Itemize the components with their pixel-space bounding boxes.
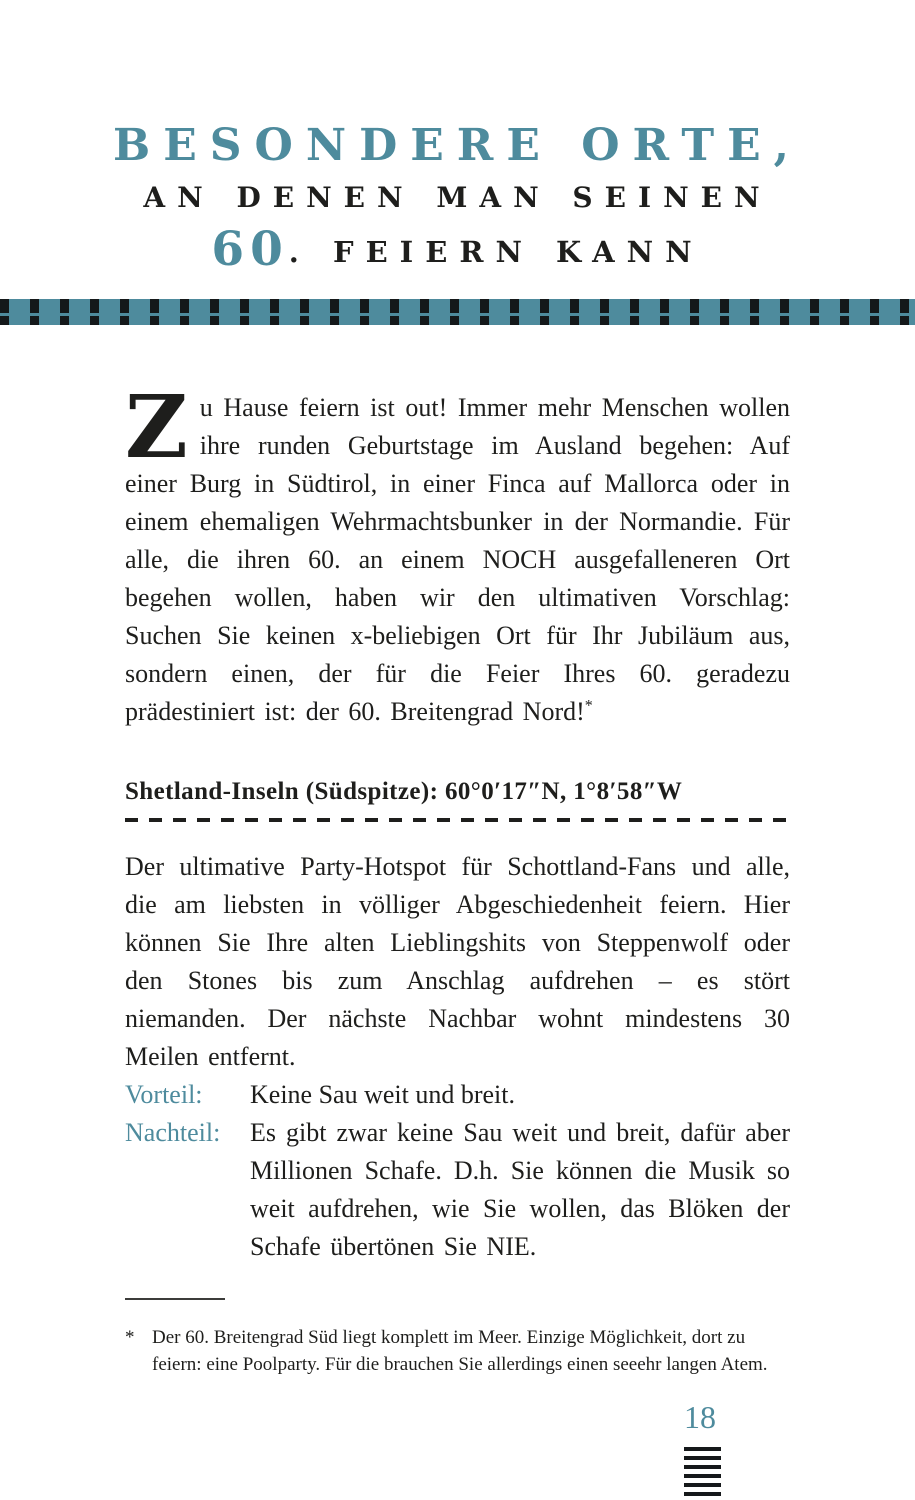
dashed-divider [125,818,790,822]
page-corner-ornament [684,1447,721,1500]
dropcap-letter: Z [125,377,188,478]
footnote-marker: * [125,1327,135,1348]
chapter-title-rest: . FEIERN KANN [288,235,704,269]
footnote-text: Der 60. Breitengrad Süd liegt komplett im Meer. Einzige Möglichkeit, dort zu feiern: eine Poolparty. Für die brauchen Sie allerdings einen seeehr langen Atem. [152,1327,768,1375]
disadvantage-label: Nachteil: [125,1118,221,1147]
page-content [0,377,915,1266]
footnote-rule [125,1298,225,1300]
chapter-title-line1: BESONDERE ORTE, [113,120,802,171]
intro-text: u Hause feiern ist out! Immer mehr Menschen wollen ihre runden Geburtstage im Ausland begehen: Auf einer Burg in Südtirol, in einer Finca auf Mallorca oder in einem ehemaligen Wehrmachtsbunker in der Normandie. Für alle, die ihren 60. an einem NOCH ausgefalleneren Ort begehen wollen, haben wir den ultimativen Vorschlag: Suchen Sie keinen x-beliebigen Ort für Ihr Jubiläum aus, sondern einen, der für die Feier Ihres 60. geradezu prädestiniert ist: der 60. Breitengrad Nord! [125,393,790,726]
chapter-title-number: 60 [211,222,289,277]
disadvantage-text: Es gibt zwar keine Sau weit und breit, dafür aber Millionen Schafe. D.h. Sie können die Musik so weit aufdrehen, wie Sie wollen, das Blöken der Schafe übertönen Sie NIE. [250,1118,790,1261]
footnote [125,1324,793,1378]
decorative-stitch-band [0,299,915,325]
footnote-reference: * [584,697,593,715]
page-number: 18 [684,1399,716,1435]
section-heading: Shetland-Inseln (Südspitze): 60°0′17″N, 1°8′58″W [125,778,683,805]
advantage-label: Vorteil: [125,1080,203,1109]
footnote-area [125,1298,793,1378]
intro-paragraph [125,377,790,731]
chapter-title [0,0,915,277]
disadvantage-row [125,1114,790,1266]
chapter-title-line3 [0,222,915,277]
section-body: Der ultimative Party-Hotspot für Schottland-Fans und alle, die am liebsten in völliger Abgeschiedenheit feiern. Hier können Sie Ihre alten Lieblingshits von Steppenwolf oder den Stones bis zum Anschlag aufdrehen – es stört niemanden. Der nächste Nachbar wohnt mindestens 30 Meilen entfernt. [125,852,790,1071]
chapter-title-line2: AN DENEN MAN SEINEN [143,181,772,214]
advantage-text: Keine Sau weit und breit. [250,1080,515,1109]
advantage-row [125,1076,790,1114]
